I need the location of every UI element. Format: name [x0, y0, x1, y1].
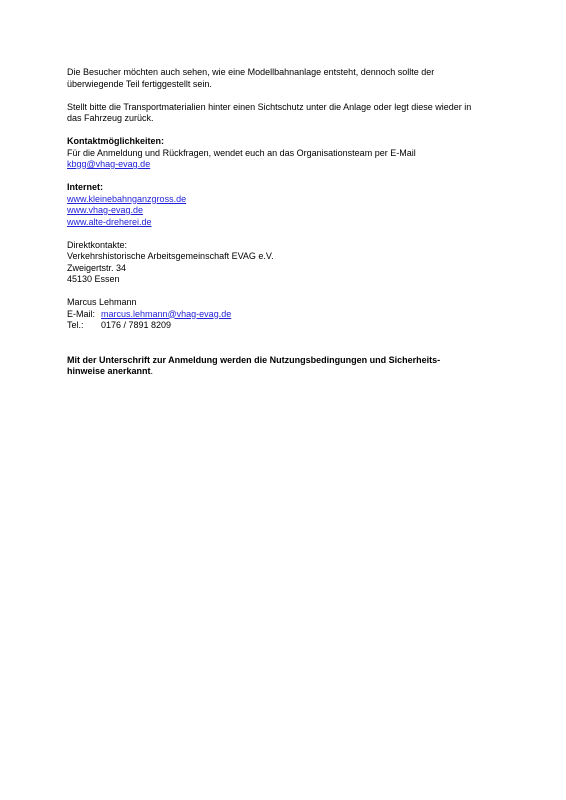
intro-paragraph-2-line-1: Stellt bitte die Transportmaterialien hinter einen Sichtschutz unter die Anlage oder legt diese wieder in	[67, 101, 472, 112]
direct-contacts-city: 45130 Essen	[67, 274, 120, 284]
direct-contacts-label: Direktkontakte:	[67, 239, 128, 250]
internet-heading: Internet:	[67, 182, 103, 192]
internet-link-alte-dreherei[interactable]: www.alte-dreherei.de	[67, 216, 152, 227]
person-email-row	[67, 309, 512, 321]
intro-paragraph-2-line-2: das Fahrzeug zurück.	[67, 113, 154, 123]
final-notice-period: .	[150, 366, 154, 376]
person-email-link[interactable]: marcus.lehmann@vhag-evag.de	[101, 308, 232, 319]
person-tel-value: 0176 / 7891 8209	[101, 320, 172, 330]
final-notice-line-2-text: hinweise anerkannt	[67, 366, 151, 376]
final-notice	[67, 355, 512, 378]
direct-contacts-street: Zweigertstr. 34	[67, 262, 127, 273]
contact-text: Für die Anmeldung und Rückfragen, wendet euch an das Organisationsteam per E-Mail	[67, 147, 416, 158]
person-tel-row	[67, 320, 512, 332]
intro-paragraph-1-line-1: Die Besucher möchten auch sehen, wie eine Modellbahnanlage entsteht, dennoch sollte der	[67, 67, 435, 77]
final-notice-line-1: Mit der Unterschrift zur Anmeldung werden die Nutzungsbedingungen und Sicherheits-	[67, 354, 441, 365]
direct-contacts-org: Verkehrshistorische Arbeitsgemeinschaft EVAG e.V.	[67, 251, 274, 261]
internet-link-kleinebahnganzgross[interactable]: www.kleinebahnganzgross.de	[67, 193, 187, 204]
person-tel-label: Tel.:	[67, 320, 84, 330]
final-notice-line-2	[67, 366, 512, 378]
intro-paragraph-1-line-2: überwiegende Teil fertiggestellt sein.	[67, 78, 212, 89]
contact-heading: Kontaktmöglichkeiten:	[67, 136, 165, 146]
person-name: Marcus Lehmann	[67, 297, 137, 307]
internet-link-vhag-evag[interactable]: www.vhag-evag.de	[67, 205, 144, 215]
person-email-label: E-Mail:	[67, 308, 96, 319]
contact-email-link[interactable]: kbgg@vhag-evag.de	[67, 159, 151, 169]
document-page	[67, 67, 512, 378]
